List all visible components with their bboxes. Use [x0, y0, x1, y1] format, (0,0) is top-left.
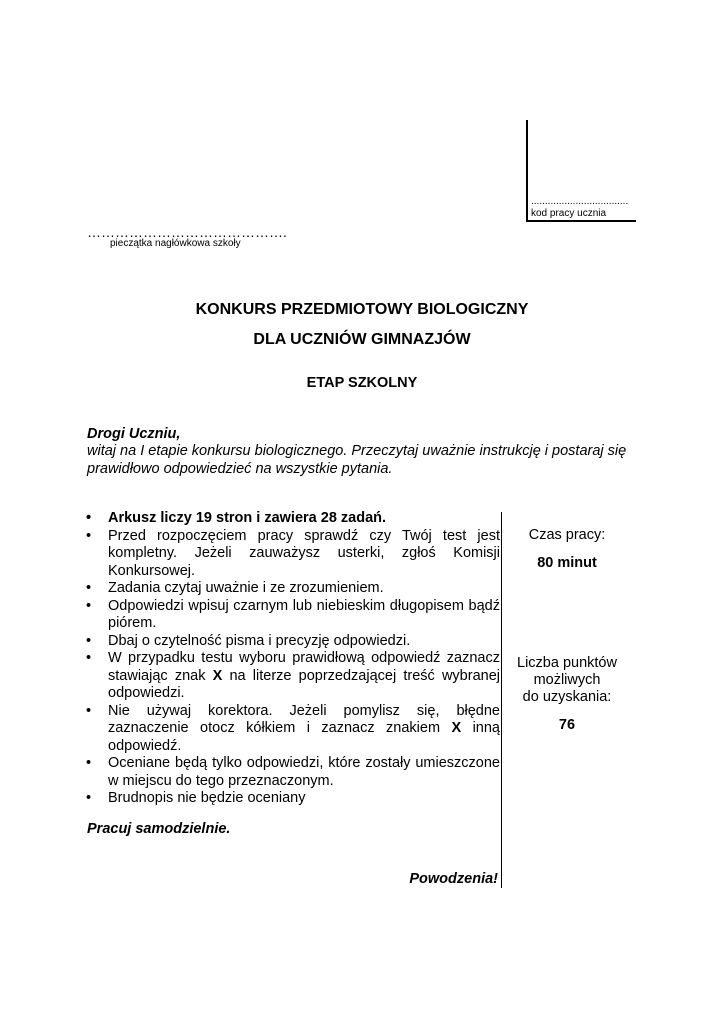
bullet-icon: •	[86, 790, 92, 806]
greeting-salutation: Drogi Uczniu,	[87, 426, 181, 442]
title-line-2: DLA UCZNIÓW GIMNAZJÓW	[253, 331, 471, 348]
instruction-text: Brudnopis nie będzie oceniany	[108, 790, 306, 806]
points-label-line-2: możliwych	[533, 672, 601, 688]
instruction-text: Oceniane będą tylko odpowiedzi, które zostały umieszczone w miejscu do tego przeznaczonym.	[108, 755, 500, 789]
list-item	[86, 650, 500, 703]
stamp-dotted-line: …………………………………….	[87, 224, 287, 240]
bullet-icon: •	[86, 702, 92, 719]
instruction-text: Przed rozpoczęciem pracy sprawdź czy Twój test jest kompletny. Jeżeli zauważysz usterki, zgłoś Komisji Konkursowej.	[108, 527, 500, 579]
bullet-icon: •	[86, 510, 92, 526]
list-item	[86, 755, 500, 790]
list-item	[86, 703, 500, 756]
instructions-list	[86, 510, 500, 808]
list-item	[86, 633, 500, 651]
points-value: 76	[558, 717, 576, 733]
instruction-text: Nie używaj korektora. Jeżeli pomylisz się, błędne zaznaczenie otocz kółkiem i zaznacz znakiem	[108, 702, 500, 736]
code-label: kod pracy ucznia	[531, 208, 607, 219]
time-panel	[505, 527, 629, 572]
list-item	[86, 598, 500, 633]
list-item	[86, 528, 500, 581]
time-value: 80 minut	[537, 555, 597, 571]
bullet-icon: •	[86, 597, 92, 614]
mark-x: X	[451, 720, 462, 736]
bullet-icon: •	[86, 632, 92, 649]
code-dotted-line: ...................................	[531, 196, 629, 207]
good-luck-note: Powodzenia!	[409, 871, 498, 887]
column-divider	[501, 512, 502, 888]
bullet-icon: •	[86, 755, 92, 771]
list-item	[86, 510, 500, 528]
title-line-1: KONKURS PRZEDMIOTOWY BIOLOGICZNY	[195, 301, 529, 318]
points-label-line-1: Liczba punktów	[517, 655, 617, 671]
instruction-text: Odpowiedzi wpisuj czarnym lub niebieskim długopisem bądź piórem.	[108, 597, 500, 631]
instruction-text: Zadania czytaj uważnie i ze zrozumieniem.	[108, 580, 384, 596]
stage-title: ETAP SZKOLNY	[306, 375, 418, 391]
time-label: Czas pracy:	[528, 527, 606, 543]
instruction-text: na literze poprzedzającej treść wybranej odpowiedzi.	[108, 667, 500, 701]
list-item	[86, 790, 500, 808]
list-item	[86, 580, 500, 598]
points-label-line-3: do uzyskania:	[522, 689, 612, 705]
instruction-text: inną odpowiedź.	[108, 720, 500, 754]
code-box-horizontal-line	[526, 220, 636, 222]
points-panel	[505, 655, 629, 734]
instruction-text: W przypadku testu wyboru prawidłową odpowiedź zaznacz stawiając znak	[108, 650, 500, 684]
bullet-icon: •	[86, 580, 92, 596]
instruction-text: Arkusz liczy 19 stron i zawiera 28 zadań.	[108, 510, 387, 526]
bullet-icon: •	[86, 527, 92, 544]
greeting-text: witaj na I etapie konkursu biologicznego. Przeczytaj uważnie instrukcję i postaraj się prawidłowo odpowiedzieć na wszystkie pytania.	[87, 443, 627, 477]
bullet-icon: •	[86, 650, 92, 666]
work-alone-note: Pracuj samodzielnie.	[87, 821, 231, 837]
mark-x: X	[212, 667, 223, 684]
instruction-text: Dbaj o czytelność pisma i precyzję odpowiedzi.	[108, 632, 411, 649]
code-box-vertical-line	[526, 120, 528, 222]
stamp-label: pieczątka nagłówkowa szkoły	[110, 238, 241, 249]
